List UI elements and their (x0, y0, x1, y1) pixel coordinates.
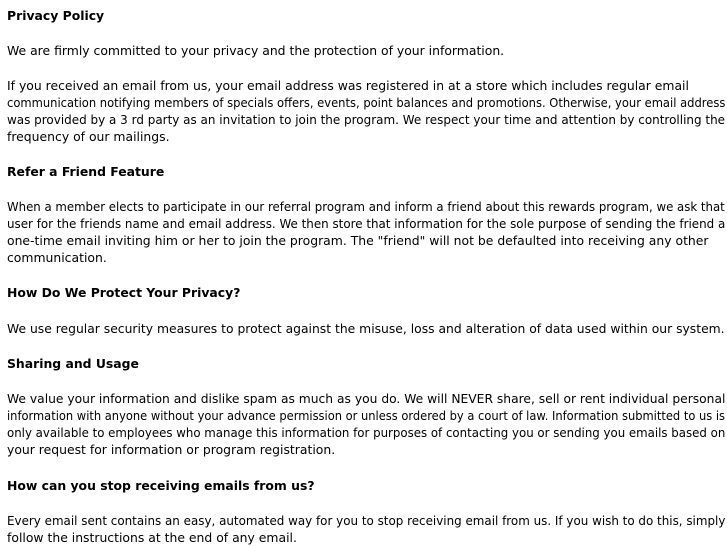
refer-paragraph-line: When a member elects to participate in our referral program and inform a friend about this rewards program, we ask that (7, 199, 725, 214)
email-source-line: If you received an email from us, your email address was registered in at a store which includes regular email (7, 78, 689, 93)
sharing-paragraph-line: your request for information or program registration. (7, 442, 336, 457)
page-title: Privacy Policy (7, 8, 105, 23)
sharing-usage-heading: Sharing and Usage (7, 356, 139, 371)
email-source-line: frequency of our mailings. (7, 129, 170, 144)
sharing-paragraph-line: We value your information and dislike spam as much as you do. We will NEVER share, sell or rent individual personal (7, 391, 726, 406)
sharing-paragraph-line: information with anyone without your advance permission or unless ordered by a court of law. Information submitted to us is (7, 408, 726, 423)
refer-paragraph-line: communication. (7, 250, 107, 265)
refer-a-friend-heading: Refer a Friend Feature (7, 164, 165, 179)
protect-privacy-heading: How Do We Protect Your Privacy? (7, 285, 241, 300)
email-source-line: communication notifying members of specials offers, events, point balances and promotions. Otherwise, your email address (7, 95, 726, 110)
protect-paragraph-line: We use regular security measures to protect against the misuse, loss and alteration of data used within our system. (7, 321, 725, 336)
refer-paragraph-line: one-time email inviting him or her to join the program. The "friend" will not be defaulted into receiving any other (7, 233, 709, 248)
intro-paragraph: We are firmly committed to your privacy and the protection of your information. (7, 43, 505, 58)
sharing-paragraph-line: only available to employees who manage this information for purposes of contacting you or sending you emails based on (7, 425, 726, 440)
unsubscribe-heading: How can you stop receiving emails from us? (7, 478, 315, 493)
refer-paragraph-line: user for the friends name and email address. We then store that information for the sole purpose of sending the friend a (7, 216, 726, 231)
unsubscribe-paragraph-line: follow the instructions at the end of any email. (7, 530, 297, 545)
unsubscribe-paragraph-line: Every email sent contains an easy, automated way for you to stop receiving email from us. If you wish to do this, simply (7, 513, 726, 528)
email-source-line: was provided by a 3 rd party as an invitation to join the program. We respect your time and attention by controlling the (7, 112, 726, 127)
